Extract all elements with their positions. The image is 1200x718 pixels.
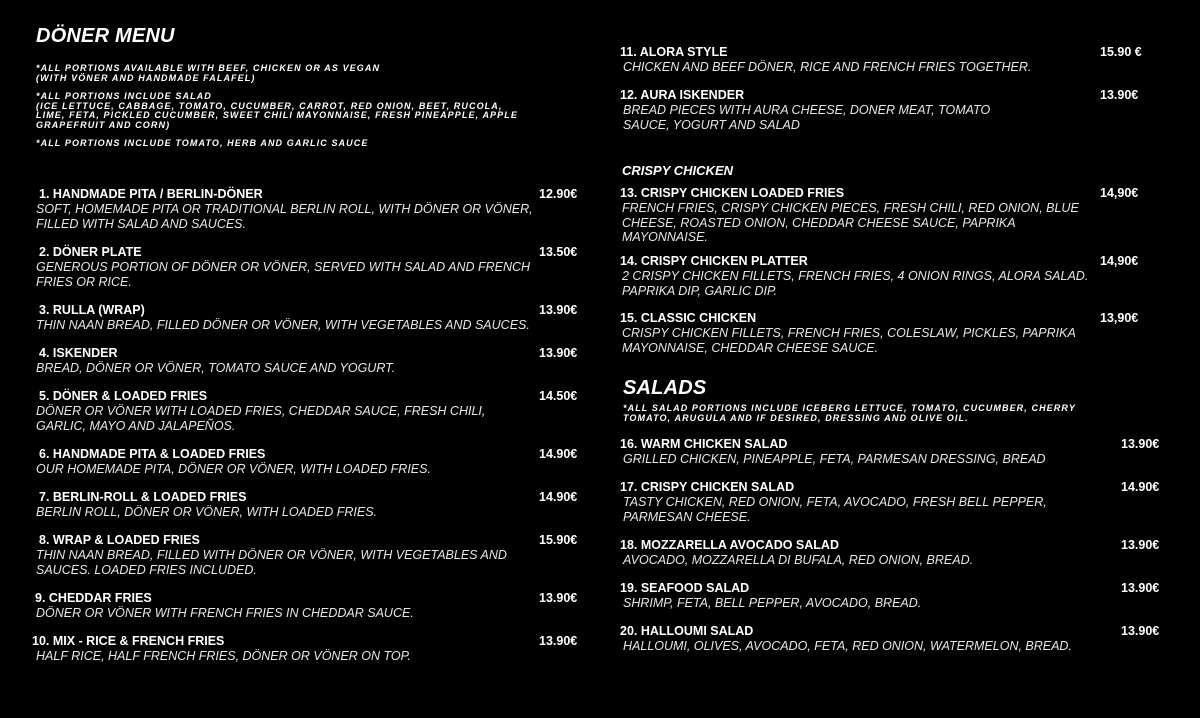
menu-item-price: 14.90€	[1121, 480, 1160, 494]
menu-item-price: 13.90€	[539, 303, 578, 317]
menu-item-price: 14.90€	[539, 490, 578, 504]
menu-item-price: 13.90€	[539, 346, 578, 360]
portion-note: *ALL PORTIONS AVAILABLE WITH BEEF, CHICKEN OR AS VEGAN (WITH VÖNER AND HANDMADE FALAFEL)	[36, 63, 381, 83]
menu-item-price: 13.90€	[1121, 538, 1160, 552]
menu-item-description: DÖNER OR VÖNER WITH FRENCH FRIES IN CHEDDAR SAUCE.	[36, 606, 414, 620]
doner-menu-title: DÖNER MENU	[36, 25, 175, 47]
salads-note: *ALL SALAD PORTIONS INCLUDE ICEBERG LETTUCE, TOMATO, CUCUMBER, CHERRY TOMATO, ARUGULA AND IF DESIRED, DRESSING AND OLIVE OIL.	[623, 403, 1076, 423]
menu-item-price: 12.90€	[539, 187, 578, 201]
menu-item-price: 14.90€	[539, 447, 578, 461]
menu-item-description: GRILLED CHICKEN, PINEAPPLE, FETA, PARMESAN DRESSING, BREAD	[623, 452, 1046, 466]
menu-item-description: OUR HOMEMADE PITA, DÖNER OR VÖNER, WITH LOADED FRIES.	[36, 462, 431, 476]
menu-item-name: 20. HALLOUMI SALAD	[620, 624, 754, 638]
menu-item-price: 14,90€	[1100, 254, 1139, 268]
menu-item-name: 4. ISKENDER	[39, 346, 118, 360]
menu-item-price: 13,90€	[1100, 311, 1139, 325]
menu-item-price: 13.90€	[1121, 581, 1160, 595]
menu-item-name: 8. WRAP & LOADED FRIES	[39, 533, 200, 547]
menu-item-price: 14.50€	[539, 389, 578, 403]
menu-item-name: 2. DÖNER PLATE	[39, 245, 142, 259]
menu-item-price: 14,90€	[1100, 186, 1139, 200]
menu-item-name: 18. MOZZARELLA AVOCADO SALAD	[620, 538, 839, 552]
menu-item-description: BERLIN ROLL, DÖNER OR VÖNER, WITH LOADED FRIES.	[36, 505, 378, 519]
menu-item-price: 13.90€	[539, 634, 578, 648]
sauce-note: *ALL PORTIONS INCLUDE TOMATO, HERB AND GARLIC SAUCE	[36, 138, 369, 148]
menu-item-price: 15.90€	[539, 533, 578, 547]
menu-item-name: 17. CRISPY CHICKEN SALAD	[620, 480, 795, 494]
menu-item-name: 16. WARM CHICKEN SALAD	[620, 437, 788, 451]
menu-item-price: 13.90€	[539, 591, 578, 605]
menu-item-description: FRENCH FRIES, CRISPY CHICKEN PIECES, FRESH CHILI, RED ONION, BLUE CHEESE, ROASTED ONION, CHEDDAR CHEESE SAUCE, PAPRIKA MAYONNAISE.	[622, 201, 1079, 245]
menu-item-description: HALLOUMI, OLIVES, AVOCADO, FETA, RED ONION, WATERMELON, BREAD.	[623, 639, 1072, 653]
menu-item-name: 10. MIX - RICE & FRENCH FRIES	[32, 634, 225, 648]
salads-title: SALADS	[623, 377, 707, 399]
menu-item-price: 13.90€	[1121, 437, 1160, 451]
menu-item-name: 14. CRISPY CHICKEN PLATTER	[620, 254, 808, 268]
menu-item-description: CRISPY CHICKEN FILLETS, FRENCH FRIES, COLESLAW, PICKLES, PAPRIKA MAYONNAISE, CHEDDAR CHEESE SAUCE.	[622, 326, 1076, 355]
menu-item-name: 19. SEAFOOD SALAD	[620, 581, 750, 595]
menu-item-description: THIN NAAN BREAD, FILLED WITH DÖNER OR VÖNER, WITH VEGETABLES AND SAUCES. LOADED FRIES INCLUDED.	[36, 548, 507, 577]
menu-item-description: TASTY CHICKEN, RED ONION, FETA, AVOCADO, FRESH BELL PEPPER, PARMESAN CHEESE.	[623, 495, 1047, 524]
menu-item-price: 13.90€	[1121, 624, 1160, 638]
menu-item-price: 13.90€	[1100, 88, 1139, 102]
menu-item-description: AVOCADO, MOZZARELLA DI BUFALA, RED ONION, BREAD.	[623, 553, 974, 567]
menu-item-name: 12. AURA ISKENDER	[620, 88, 745, 102]
menu-item-description: GENEROUS PORTION OF DÖNER OR VÖNER, SERVED WITH SALAD AND FRENCH FRIES OR RICE.	[36, 260, 531, 289]
menu-item-name: 5. DÖNER & LOADED FRIES	[39, 389, 208, 403]
menu-item-price: 15.90 €	[1100, 45, 1142, 59]
menu-item-name: 1. HANDMADE PITA / BERLIN-DÖNER	[39, 187, 263, 201]
menu-item-description: SOFT, HOMEMADE PITA OR TRADITIONAL BERLIN ROLL, WITH DÖNER OR VÖNER, FILLED WITH SALAD AND SAUCES.	[36, 202, 533, 231]
menu-item-description: 2 CRISPY CHICKEN FILLETS, FRENCH FRIES, 4 ONION RINGS, ALORA SALAD. PAPRIKA DIP, GARLIC DIP.	[622, 269, 1089, 298]
salad-note: *ALL PORTIONS INCLUDE SALAD (ICE LETTUCE, CABBAGE, TOMATO, CUCUMBER, CARROT, RED ONION, BEET, RUCOLA, LIME, FETA, PICKLED CUCUMBER, SWEET CHILI MAYONNAISE, FRESH PINEAPPLE, APPLE GRAPEFRUIT AND CORN)	[36, 91, 518, 130]
menu-item-description: THIN NAAN BREAD, FILLED DÖNER OR VÖNER, WITH VEGETABLES AND SAUCES.	[36, 318, 530, 332]
menu-item-name: 3. RULLA (WRAP)	[39, 303, 145, 317]
menu-item-name: 15. CLASSIC CHICKEN	[620, 311, 757, 325]
menu-item-description: SHRIMP, FETA, BELL PEPPER, AVOCADO, BREAD.	[623, 596, 922, 610]
menu-item-description: BREAD, DÖNER OR VÖNER, TOMATO SAUCE AND YOGURT.	[36, 361, 396, 375]
menu-item-description: BREAD PIECES WITH AURA CHEESE, DONER MEAT, TOMATO SAUCE, YOGURT AND SALAD	[623, 103, 991, 132]
menu-item-name: 7. BERLIN-ROLL & LOADED FRIES	[39, 490, 247, 504]
crispy-chicken-heading: CRISPY CHICKEN	[622, 163, 734, 178]
menu-item-description: DÖNER OR VÖNER WITH LOADED FRIES, CHEDDAR SAUCE, FRESH CHILI, GARLIC, MAYO AND JALAPEÑOS.	[36, 404, 486, 433]
menu-item-name: 6. HANDMADE PITA & LOADED FRIES	[39, 447, 266, 461]
menu-item-name: 13. CRISPY CHICKEN LOADED FRIES	[620, 186, 845, 200]
menu-item-name: 11. ALORA STYLE	[620, 45, 728, 59]
menu-item-description: CHICKEN AND BEEF DÖNER, RICE AND FRENCH FRIES TOGETHER.	[623, 60, 1032, 74]
menu-item-price: 13.50€	[539, 245, 578, 259]
menu-item-description: HALF RICE, HALF FRENCH FRIES, DÖNER OR VÖNER ON TOP.	[36, 649, 411, 663]
menu-item-name: 9. CHEDDAR FRIES	[35, 591, 152, 605]
